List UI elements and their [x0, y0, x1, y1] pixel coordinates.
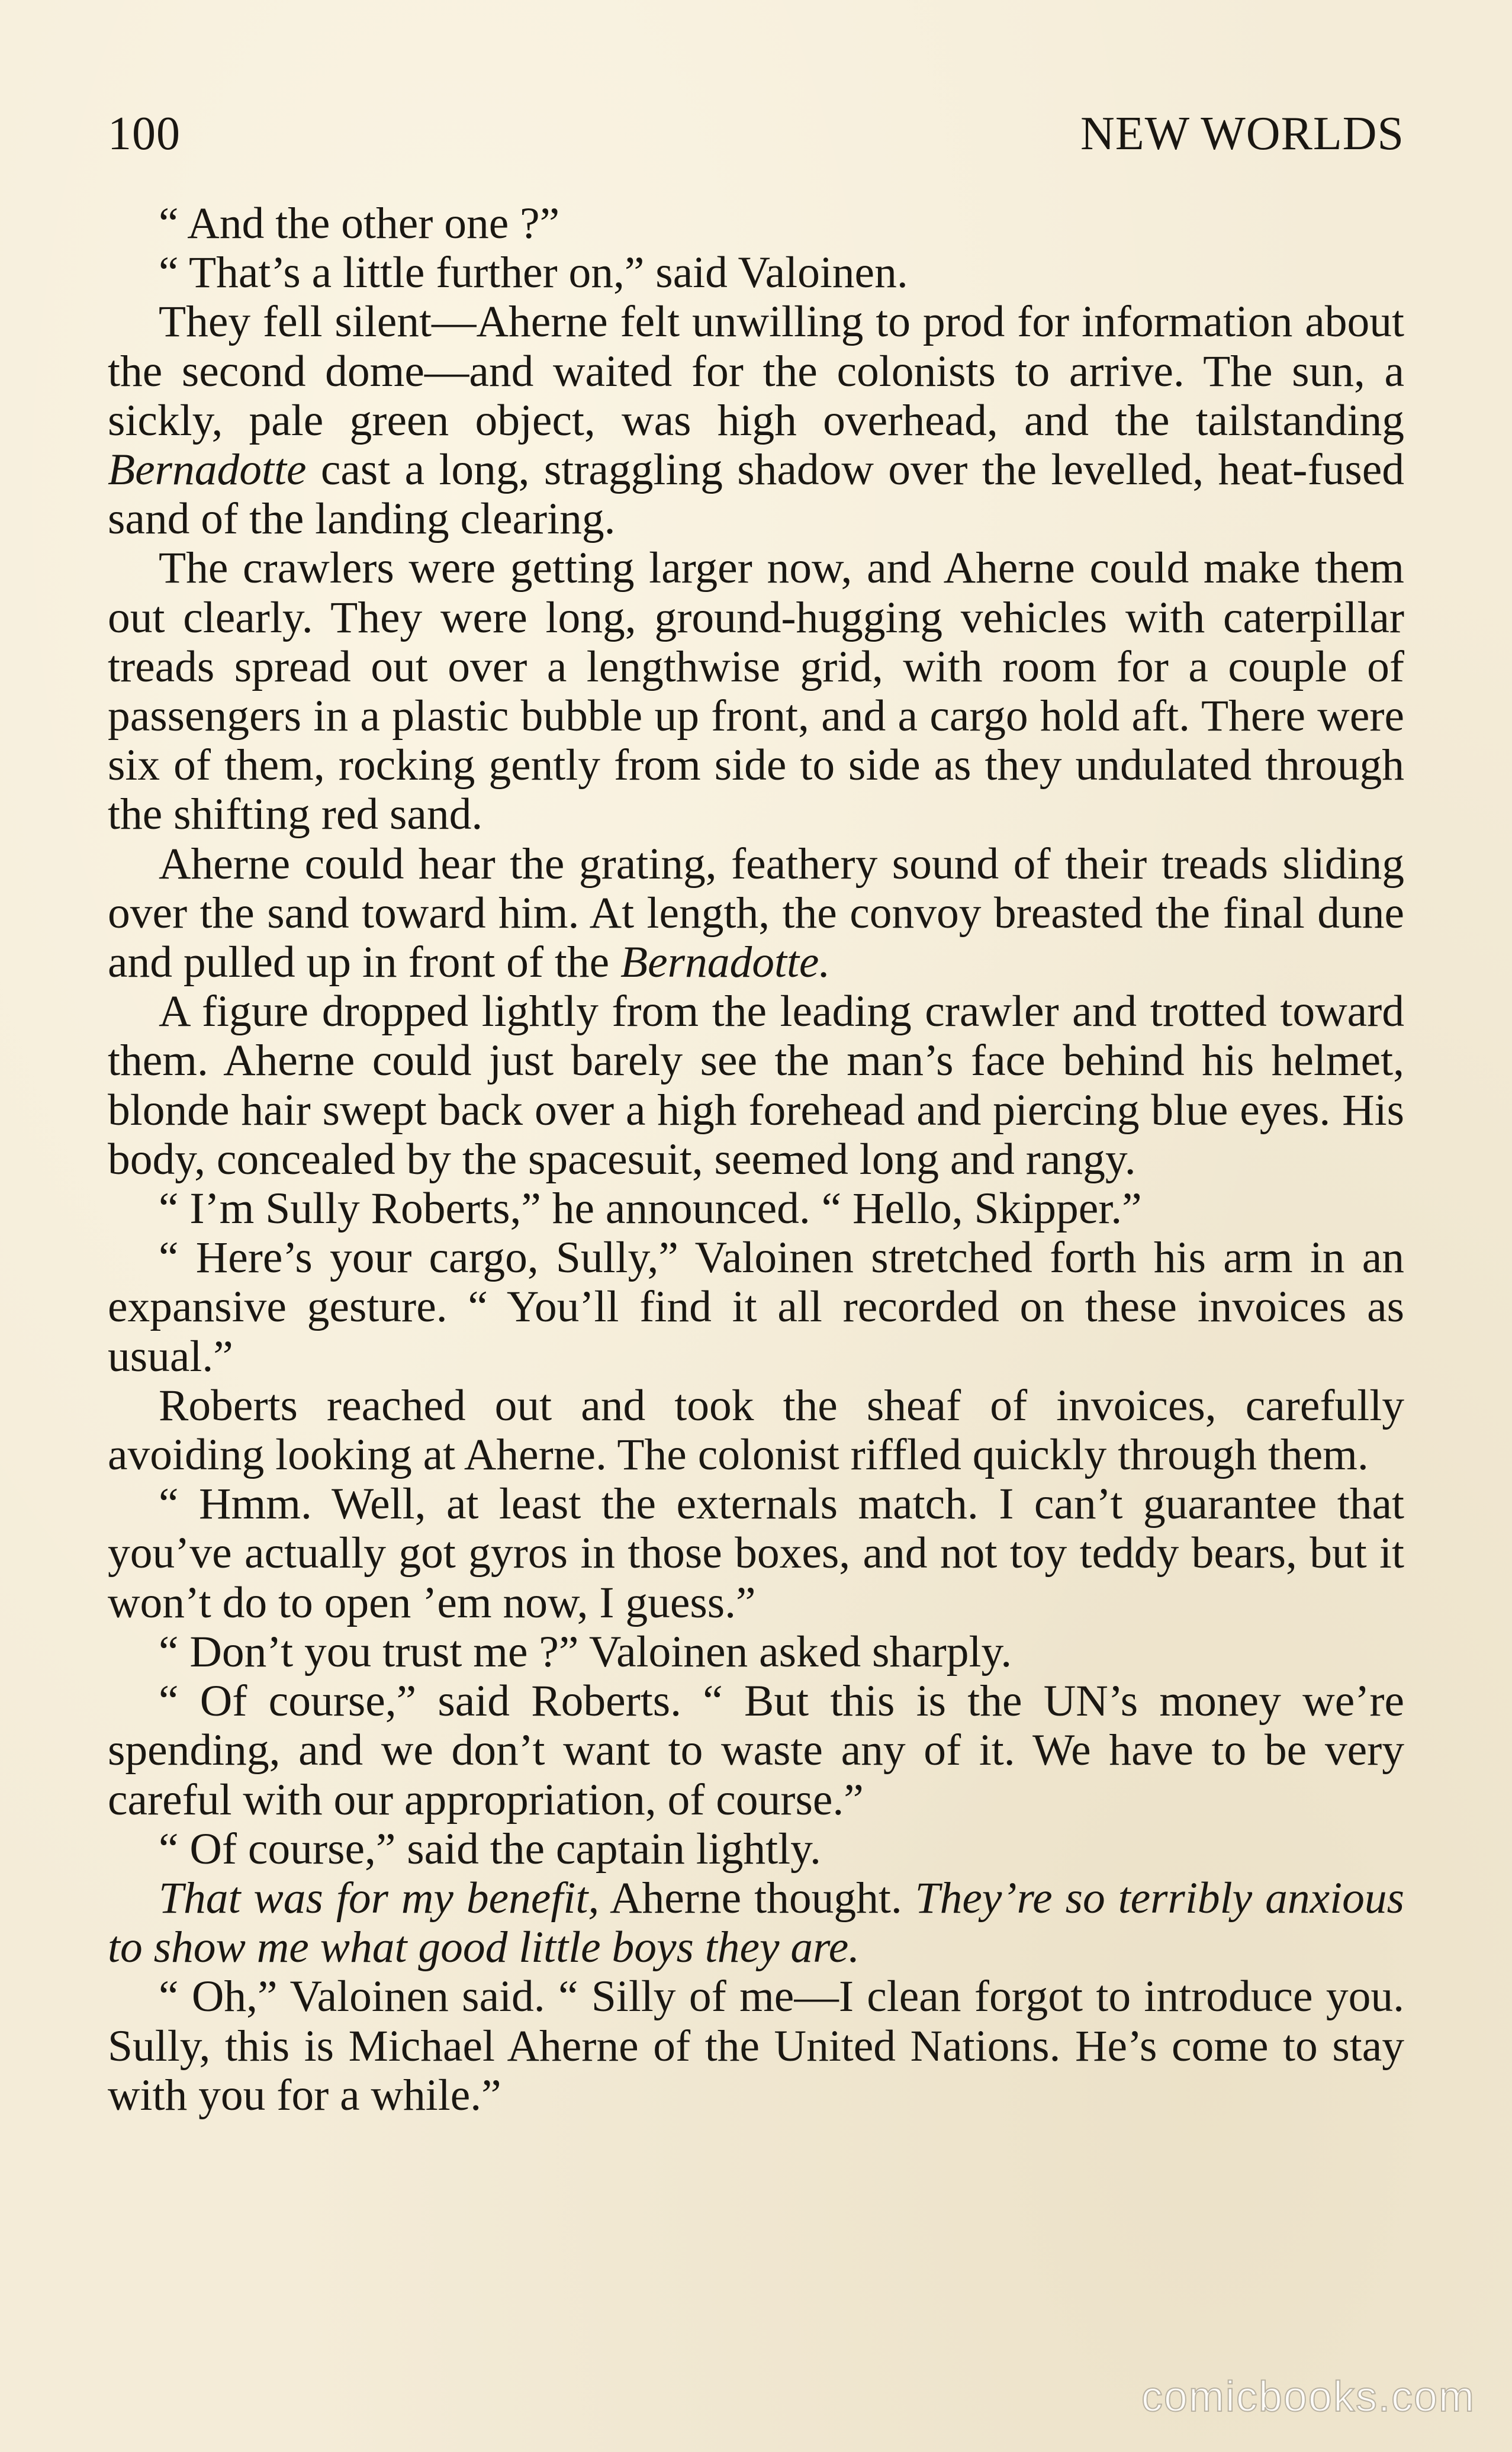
paragraph: A figure dropped lightly from the leading crawler and trotted toward them. Aherne could just barely see the man’s face behind his helmet, blonde hair swept back over a high forehead and piercing blue eyes. His body, concealed by the spacesuit, seemed long and rangy.	[108, 987, 1404, 1184]
paragraph: “ I’m Sully Roberts,” he announced. “ Hello, Skipper.”	[159, 1184, 1142, 1234]
paragraph: “ Here’s your cargo, Sully,” Valoinen stretched forth his arm in an expansive gesture. “ You’ll find it all recorded on these invoices as usual.”	[108, 1233, 1404, 1381]
running-title: NEW WORLDS	[1080, 108, 1404, 160]
running-head	[108, 110, 1404, 175]
paragraph: Roberts reached out and took the sheaf of invoices, carefully avoiding looking at Aherne. The colonist riffled quickly through them.	[108, 1381, 1404, 1480]
paragraph: “ Of course,” said Roberts. “ But this is the UN’s money we’re spending, and we don’t want to waste any of it. We have to be very careful with our appropriation, of course.”	[108, 1677, 1404, 1824]
page-number: 100	[108, 108, 181, 160]
paragraph: “ And the other one ?”	[159, 199, 560, 248]
book-page	[108, 110, 1404, 2120]
paragraph: That was for my benefit, Aherne thought. They’re so terribly anxious to show me what good little boys they are.	[108, 1873, 1404, 1972]
watermark-logo: comicbooks.com	[1141, 2373, 1475, 2421]
paragraph: Aherne could hear the grating, feathery sound of their treads sliding over the sand toward him. At length, the convoy breasted the final dune and pulled up in front of the Bernadotte.	[108, 839, 1404, 987]
ship-name: Bernadotte.	[620, 938, 831, 987]
paragraph: The crawlers were getting larger now, and Aherne could make them out clearly. They were long, ground-hugging vehicles with caterpillar treads spread out over a lengthwise grid, with room for a couple of passengers in a plastic bubble up front, and a cargo hold aft. There were six of them, rocking gently from side to side as they undulated through the shifting red sand.	[108, 543, 1404, 839]
paragraph: “ Don’t you trust me ?” Valoinen asked sharply.	[159, 1627, 1012, 1677]
inner-thought: That was for my benefit,	[159, 1873, 600, 1923]
story-text	[108, 199, 1404, 2120]
inner-thought: They’re so terribly anxious to show me what good little boys they are.	[108, 1873, 1404, 1972]
paragraph: “ That’s a little further on,” said Valoinen.	[159, 248, 908, 298]
paragraph: “ Of course,” said the captain lightly.	[159, 1824, 821, 1874]
paragraph: “ Hmm. Well, at least the externals match. I can’t guarantee that you’ve actually got gyros in those boxes, and not toy teddy bears, but it won’t do to open ’em now, I guess.”	[108, 1479, 1404, 1627]
paragraph: “ Oh,” Valoinen said. “ Silly of me—I clean forgot to introduce you. Sully, this is Michael Aherne of the United Nations. He’s come to stay with you for a while.”	[108, 1972, 1404, 2120]
paragraph: They fell silent—Aherne felt unwilling to prod for information about the second dome—and waited for the colonists to arrive. The sun, a sickly, pale green object, was high overhead, and the tailstanding Bernadotte cast a long, straggling shadow over the levelled, heat-fused sand of the landing clearing.	[108, 297, 1404, 544]
ship-name: Bernadotte	[108, 445, 307, 495]
